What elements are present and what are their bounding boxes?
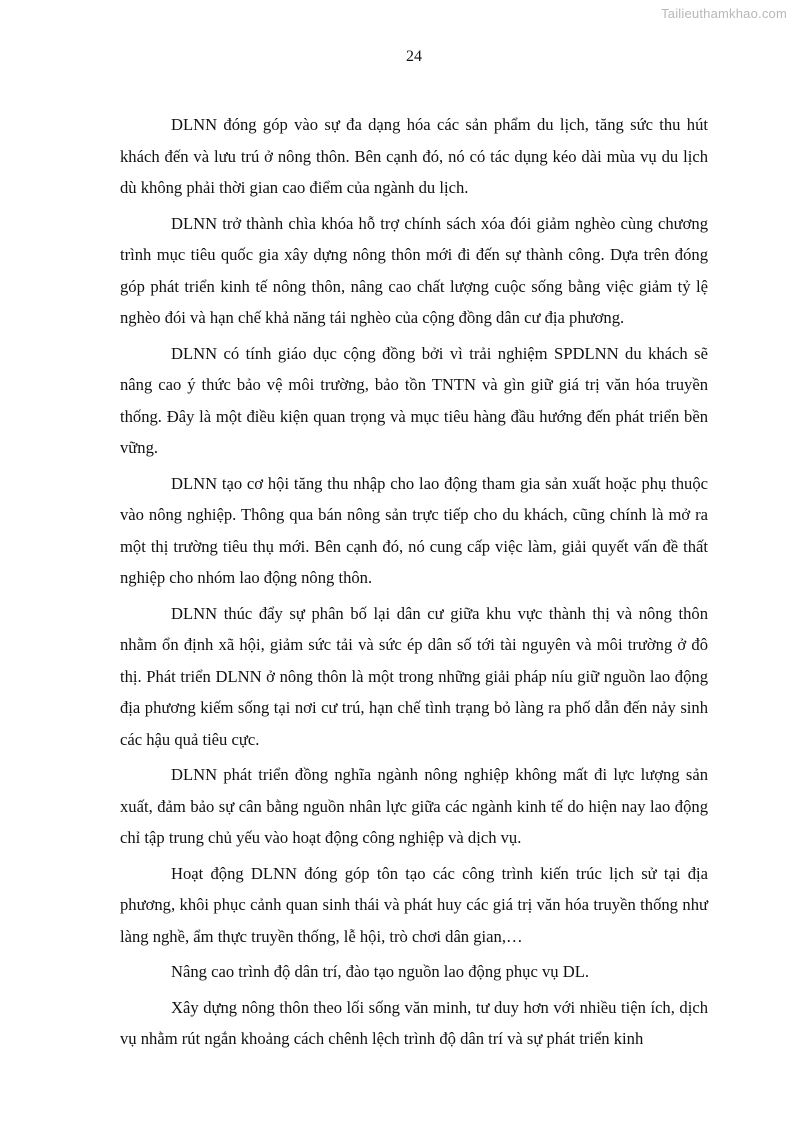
- page-number: 24: [406, 48, 422, 65]
- paragraph-heritage-preservation: Hoạt động DLNN đóng góp tôn tạo các công trình kiến trúc lịch sử tại địa phương, khôi phục cảnh quan sinh thái và phát huy các giá trị văn hóa truyền thống như làng nghề, ẩm thực truyền thống, lễ hội, trò chơi dân gian,…: [120, 863, 708, 946]
- document-body: [120, 109, 708, 1059]
- paragraph-rural-development: Xây dựng nông thôn theo lối sống văn minh, tư duy hơn với nhiều tiện ích, dịch vụ nhằm rút ngắn khoảng cách chênh lệch trình độ dân trí và sự phát triển kinh: [120, 997, 708, 1048]
- watermark-text: Tailieuthamkhao.com: [661, 6, 787, 21]
- paragraph-income-opportunity: DLNN tạo cơ hội tăng thu nhập cho lao động tham gia sản xuất hoặc phụ thuộc vào nông nghiệp. Thông qua bán nông sản trực tiếp cho du khách, cũng chính là mở ra một thị trường tiêu thụ mới. Bên cạnh đó, nó cung cấp việc làm, giải quyết vấn đề thất nghiệp cho nhóm lao động nông thôn.: [120, 473, 708, 587]
- paragraph-tourism-diversification: DLNN đóng góp vào sự đa dạng hóa các sản phẩm du lịch, tăng sức thu hút khách đến và lưu trú ở nông thôn. Bên cạnh đó, nó có tác dụng kéo dài mùa vụ du lịch dù không phải thời gian cao điểm của ngành du lịch.: [120, 115, 708, 197]
- paragraph-population-redistribution: DLNN thúc đẩy sự phân bố lại dân cư giữa khu vực thành thị và nông thôn nhằm ổn định xã hội, giảm sức tải và sức ép dân số tới tài nguyên và môi trường ở đô thị. Phát triển DLNN ở nông thôn là một trong những giải pháp níu giữ nguồn lao động địa phương kiếm sống tại nơi cư trú, hạn chế tình trạng bỏ làng ra phố dẫn đến nảy sinh các hậu quả tiêu cực.: [120, 603, 708, 749]
- paragraph-labor-balance: DLNN phát triển đồng nghĩa ngành nông nghiệp không mất đi lực lượng sản xuất, đảm bảo sự cân bằng nguồn nhân lực giữa các ngành kinh tế do hiện nay lao động chỉ tập trung chủ yếu vào hoạt động công nghiệp và dịch vụ.: [120, 765, 708, 847]
- paragraph-education-training: Nâng cao trình độ dân trí, đào tạo nguồn lao động phục vụ DL.: [171, 962, 589, 981]
- paragraph-community-education: DLNN có tính giáo dục cộng đồng bởi vì trải nghiệm SPDLNN du khách sẽ nâng cao ý thức bảo vệ môi trường, bảo tồn TNTN và gìn giữ giá trị văn hóa truyền thống. Đây là một điều kiện quan trọng và mục tiêu hàng đầu hướng đến phát triển bền vững.: [120, 343, 708, 457]
- paragraph-poverty-reduction: DLNN trở thành chìa khóa hỗ trợ chính sách xóa đói giảm nghèo cùng chương trình mục tiêu quốc gia xây dựng nông thôn mới đi đến sự thành công. Dựa trên đóng góp phát triển kinh tế nông thôn, nâng cao chất lượng cuộc sống bằng việc giảm tỷ lệ nghèo đói và hạn chế khả năng tái nghèo của cộng đồng dân cư địa phương.: [120, 213, 708, 327]
